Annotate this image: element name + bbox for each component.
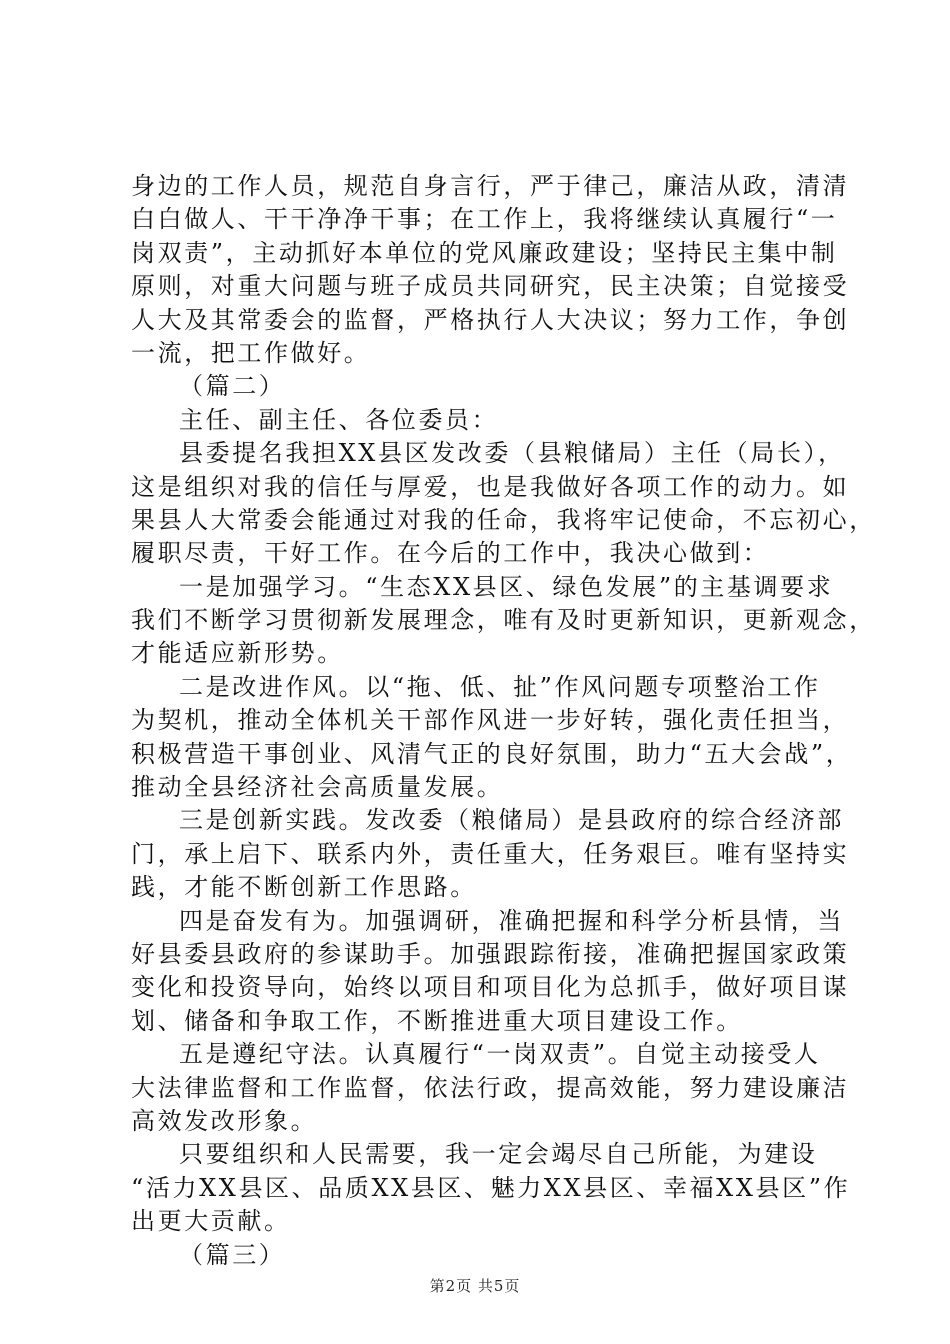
page-footer: 第2页 共5页 [429,1277,521,1295]
text-line: 身边的工作人员，规范自身言行，严于律己，廉洁从政，清清 [131,172,850,200]
text-line: 人大及其常委会的监督，严格执行人大决议；努力工作，争创 [131,305,850,334]
text-line: 白白做人、干干净净干事；在工作上，我将继续认真履行“一 [131,205,838,234]
text-line: 果县人大常委会能通过对我的任命，我将牢记使命，不忘初心， [131,505,876,534]
text-line: 一是加强学习。“生态XX县区、绿色发展”的主基调要求 [179,572,834,601]
document-body [131,170,876,1272]
text-line: 门，承上启下、联系内外，责任重大，任务艰巨。唯有坚持实 [131,839,850,868]
text-line: 县委提名我担XX县区发改委（县粮储局）主任（局长）， [179,439,845,468]
text-line: 积极营造干事创业、风清气正的良好氛围，助力“五大会战”， [131,739,853,768]
text-line: 一流，把工作做好。 [131,338,371,367]
text-line: 高效发改形象。 [131,1106,318,1135]
text-line: 出更大贡献。 [131,1207,291,1236]
text-line: “活力XX县区、品质XX县区、魅力XX县区、幸福XX县区”作 [131,1173,851,1202]
text-line: 只要组织和人民需要，我一定会竭尽自己所能，为建设 [179,1140,818,1169]
text-line: （篇二） [179,372,286,401]
text-line: 划、储备和争取工作，不断推进重大项目建设工作。 [131,1006,743,1035]
text-line: 我们不断学习贯彻新发展理念，唯有及时更新知识，更新观念， [131,606,876,635]
text-line: 二是改进作风。以“拖、低、扯”作风问题专项整治工作 [179,672,821,701]
text-line: 变化和投资导向，始终以项目和项目化为总抓手，做好项目谋 [131,973,850,1002]
text-line: 履职尽责，干好工作。在今后的工作中，我决心做到： [131,539,770,568]
text-line: 三是创新实践。发改委（粮储局）是县政府的综合经济部 [179,806,844,835]
text-line: 为契机，推动全体机关干部作风进一步好转，强化责任担当， [131,706,850,735]
text-line: 大法律监督和工作监督，依法行政，提高效能，努力建设廉洁 [131,1073,850,1102]
text-line: 岗双责”，主动抓好本单位的党风廉政建设；坚持民主集中制 [131,238,838,267]
text-line: 好县委县政府的参谋助手。加强跟踪衔接，准确把握国家政策 [131,939,850,968]
text-line: 才能适应新形势。 [131,639,344,668]
text-line: 五是遵纪守法。认真履行“一岗双责”。自觉主动接受人 [179,1040,821,1069]
text-line: 原则，对重大问题与班子成员共同研究，民主决策；自觉接受 [131,272,850,301]
text-line: 这是组织对我的信任与厚爱，也是我做好各项工作的动力。如 [131,472,850,501]
text-line: 主任、副主任、各位委员： [179,405,499,434]
text-line: （篇三） [179,1240,286,1269]
text-line: 践，才能不断创新工作思路。 [131,873,477,902]
text-line: 推动全县经济社会高质量发展。 [131,773,504,802]
text-line: 四是奋发有为。加强调研，准确把握和科学分析县情，当 [179,906,844,935]
